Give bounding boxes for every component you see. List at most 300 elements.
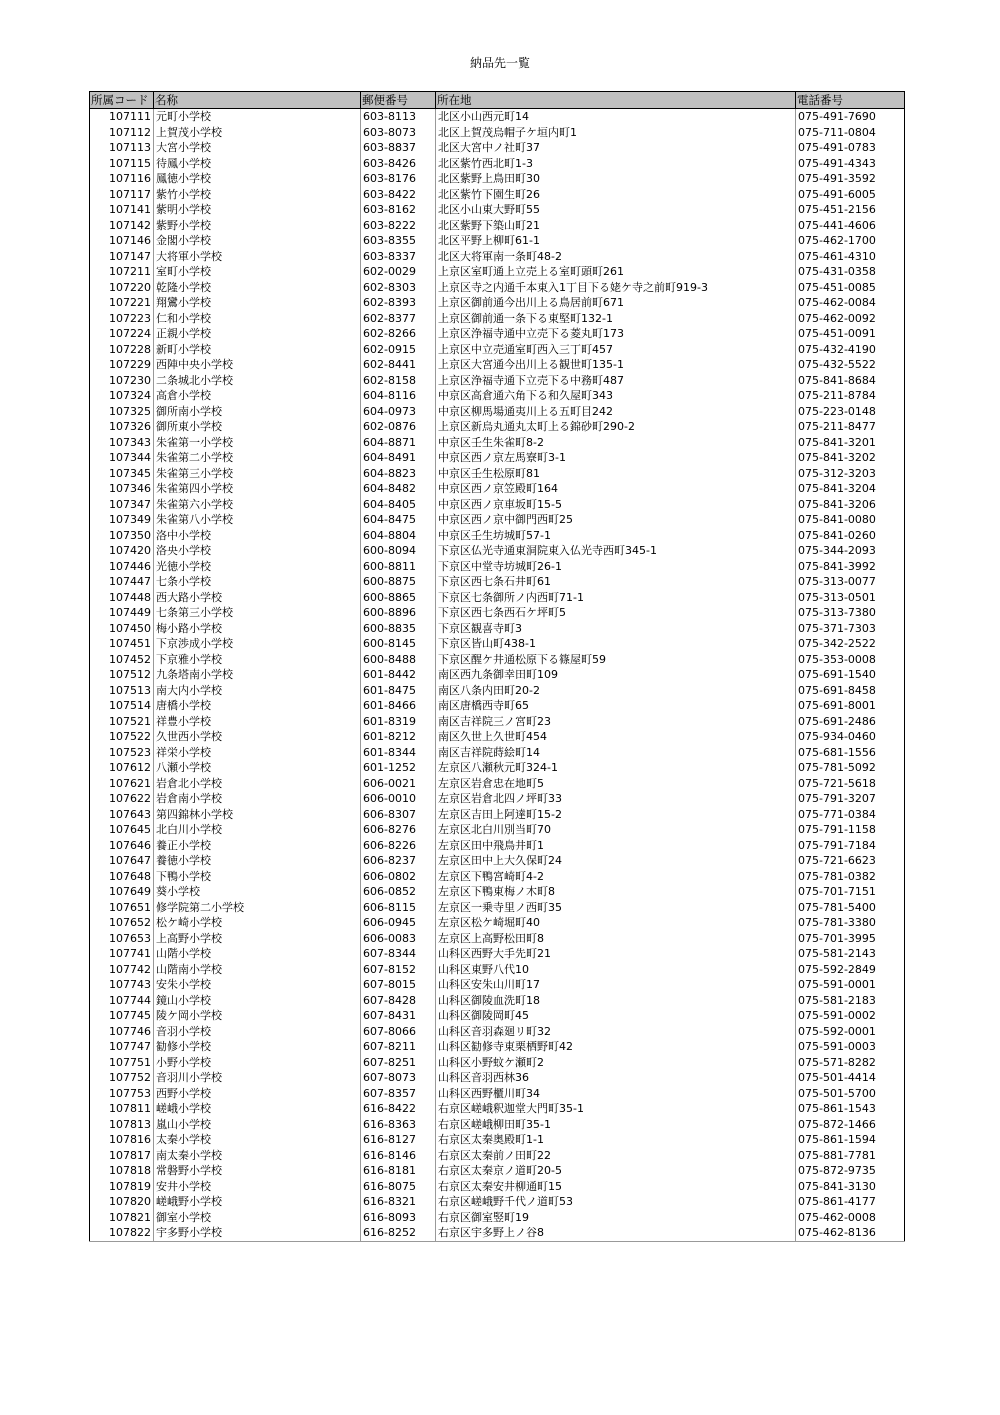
cell-phone: 075-592-2849: [796, 962, 905, 978]
table-row: [90, 636, 905, 652]
cell-phone: 075-771-0384: [796, 807, 905, 823]
table-row: [90, 621, 905, 637]
cell-phone: 075-491-0783: [796, 140, 905, 156]
cell-code: 107648: [90, 869, 154, 885]
cell-address: 左京区上高野松田町8: [436, 931, 796, 947]
cell-address: 南区八条内田町20-2: [436, 683, 796, 699]
cell-postal: 604-8475: [361, 512, 436, 528]
cell-phone: 075-491-3592: [796, 171, 905, 187]
table-row: [90, 915, 905, 931]
cell-phone: 075-451-0085: [796, 280, 905, 296]
cell-code: 107514: [90, 698, 154, 714]
cell-name: 養正小学校: [154, 838, 361, 854]
cell-name: 御室小学校: [154, 1210, 361, 1226]
cell-code: 107744: [90, 993, 154, 1009]
cell-address: 南区久世上久世町454: [436, 729, 796, 745]
cell-phone: 075-872-1466: [796, 1117, 905, 1133]
cell-phone: 075-313-0077: [796, 574, 905, 590]
table-row: [90, 357, 905, 373]
cell-code: 107821: [90, 1210, 154, 1226]
delivery-list-table: [89, 91, 905, 1242]
table-row: [90, 280, 905, 296]
cell-phone: 075-791-1158: [796, 822, 905, 838]
cell-phone: 075-841-8684: [796, 373, 905, 389]
cell-address: 上京区浄福寺通中立売下る菱丸町173: [436, 326, 796, 342]
cell-phone: 075-841-3201: [796, 435, 905, 451]
cell-code: 107653: [90, 931, 154, 947]
cell-name: 朱雀第六小学校: [154, 497, 361, 513]
cell-phone: 075-431-0358: [796, 264, 905, 280]
cell-code: 107521: [90, 714, 154, 730]
cell-postal: 601-8442: [361, 667, 436, 683]
cell-code: 107447: [90, 574, 154, 590]
cell-postal: 607-8073: [361, 1070, 436, 1086]
cell-name: 岩倉北小学校: [154, 776, 361, 792]
cell-phone: 075-591-0002: [796, 1008, 905, 1024]
cell-address: 中京区高倉通六角下る和久屋町343: [436, 388, 796, 404]
cell-name: 乾隆小学校: [154, 280, 361, 296]
table-row: [90, 1024, 905, 1040]
cell-phone: 075-781-5400: [796, 900, 905, 916]
cell-postal: 604-8823: [361, 466, 436, 482]
cell-phone: 075-791-3207: [796, 791, 905, 807]
cell-address: 右京区太秦奥殿町1-1: [436, 1132, 796, 1148]
cell-postal: 604-8871: [361, 435, 436, 451]
cell-postal: 600-8875: [361, 574, 436, 590]
cell-postal: 601-8344: [361, 745, 436, 761]
cell-code: 107450: [90, 621, 154, 637]
cell-phone: 075-591-0001: [796, 977, 905, 993]
table-row: [90, 869, 905, 885]
page-title: 納品先一覧: [469, 56, 530, 70]
cell-address: 山科区御陵岡町45: [436, 1008, 796, 1024]
cell-name: 御所東小学校: [154, 419, 361, 435]
table-row: [90, 605, 905, 621]
cell-address: 左京区田中飛鳥井町1: [436, 838, 796, 854]
table-row: [90, 1008, 905, 1024]
table-row: [90, 760, 905, 776]
cell-code: 107325: [90, 404, 154, 420]
cell-phone: 075-691-8001: [796, 698, 905, 714]
cell-phone: 075-432-5522: [796, 357, 905, 373]
cell-postal: 603-8162: [361, 202, 436, 218]
cell-code: 107746: [90, 1024, 154, 1040]
cell-postal: 607-8211: [361, 1039, 436, 1055]
cell-name: 南太秦小学校: [154, 1148, 361, 1164]
cell-address: 左京区松ケ崎堀町40: [436, 915, 796, 931]
cell-phone: 075-681-1556: [796, 745, 905, 761]
cell-postal: 600-8835: [361, 621, 436, 637]
cell-name: 安井小学校: [154, 1179, 361, 1195]
cell-code: 107230: [90, 373, 154, 389]
cell-phone: 075-934-0460: [796, 729, 905, 745]
cell-code: 107349: [90, 512, 154, 528]
cell-postal: 606-0945: [361, 915, 436, 931]
cell-postal: 603-8355: [361, 233, 436, 249]
cell-postal: 616-8146: [361, 1148, 436, 1164]
cell-postal: 604-0973: [361, 404, 436, 420]
cell-phone: 075-451-0091: [796, 326, 905, 342]
cell-address: 北区紫野上鳥田町30: [436, 171, 796, 187]
cell-name: 紫明小学校: [154, 202, 361, 218]
cell-phone: 075-462-0092: [796, 311, 905, 327]
cell-address: 下京区皆山町438-1: [436, 636, 796, 652]
cell-address: 北区小山西元町14: [436, 109, 796, 125]
cell-postal: 606-0852: [361, 884, 436, 900]
cell-address: 北区紫竹西北町1-3: [436, 156, 796, 172]
cell-code: 107742: [90, 962, 154, 978]
table-row: [90, 1132, 905, 1148]
table-row: [90, 404, 905, 420]
table-row: [90, 1070, 905, 1086]
cell-code: 107326: [90, 419, 154, 435]
cell-name: 修学院第二小学校: [154, 900, 361, 916]
cell-address: 上京区室町通上立売上る室町頭町261: [436, 264, 796, 280]
cell-address: 下京区西七条西石ケ坪町5: [436, 605, 796, 621]
cell-code: 107747: [90, 1039, 154, 1055]
cell-phone: 075-501-5700: [796, 1086, 905, 1102]
cell-name: 南大内小学校: [154, 683, 361, 699]
cell-phone: 075-691-8458: [796, 683, 905, 699]
cell-name: 七条第三小学校: [154, 605, 361, 621]
table-row: [90, 652, 905, 668]
cell-address: 下京区七条御所ノ内西町71-1: [436, 590, 796, 606]
cell-name: 梅小路小学校: [154, 621, 361, 637]
cell-postal: 616-8093: [361, 1210, 436, 1226]
cell-code: 107753: [90, 1086, 154, 1102]
cell-postal: 616-8181: [361, 1163, 436, 1179]
cell-phone: 075-501-4414: [796, 1070, 905, 1086]
cell-name: 光徳小学校: [154, 559, 361, 575]
cell-phone: 075-432-4190: [796, 342, 905, 358]
cell-name: 小野小学校: [154, 1055, 361, 1071]
cell-code: 107141: [90, 202, 154, 218]
table-row: [90, 388, 905, 404]
table-row: [90, 838, 905, 854]
cell-postal: 603-8176: [361, 171, 436, 187]
cell-phone: 075-841-3130: [796, 1179, 905, 1195]
cell-address: 山科区音羽森廻リ町32: [436, 1024, 796, 1040]
cell-phone: 075-571-8282: [796, 1055, 905, 1071]
cell-postal: 607-8344: [361, 946, 436, 962]
cell-phone: 075-721-6623: [796, 853, 905, 869]
cell-name: 嵯峨野小学校: [154, 1194, 361, 1210]
cell-code: 107344: [90, 450, 154, 466]
header-phone: 電話番号: [796, 92, 905, 109]
cell-code: 107449: [90, 605, 154, 621]
cell-postal: 606-8237: [361, 853, 436, 869]
cell-phone: 075-344-2093: [796, 543, 905, 559]
table-row: [90, 187, 905, 203]
cell-postal: 600-8811: [361, 559, 436, 575]
cell-phone: 075-841-3992: [796, 559, 905, 575]
cell-postal: 603-8073: [361, 125, 436, 141]
cell-name: 仁和小学校: [154, 311, 361, 327]
table-row: [90, 807, 905, 823]
cell-address: 北区大将軍南一条町48-2: [436, 249, 796, 265]
cell-address: 中京区西ノ京左馬寮町3-1: [436, 450, 796, 466]
cell-phone: 075-591-0003: [796, 1039, 905, 1055]
cell-phone: 075-441-4606: [796, 218, 905, 234]
table-row: [90, 497, 905, 513]
cell-address: 上京区大宮通今出川上る観世町135-1: [436, 357, 796, 373]
cell-code: 107622: [90, 791, 154, 807]
cell-postal: 604-8482: [361, 481, 436, 497]
cell-postal: 606-8276: [361, 822, 436, 838]
cell-phone: 075-841-3202: [796, 450, 905, 466]
cell-address: 左京区田中上大久保町24: [436, 853, 796, 869]
cell-phone: 075-313-0501: [796, 590, 905, 606]
cell-name: 七条小学校: [154, 574, 361, 590]
cell-address: 左京区一乗寺里ノ西町35: [436, 900, 796, 916]
cell-code: 107645: [90, 822, 154, 838]
cell-postal: 616-8252: [361, 1225, 436, 1241]
cell-postal: 606-8226: [361, 838, 436, 854]
cell-code: 107646: [90, 838, 154, 854]
cell-name: 下京雅小学校: [154, 652, 361, 668]
cell-phone: 075-861-1543: [796, 1101, 905, 1117]
cell-address: 上京区御前通今出川上る鳥居前町671: [436, 295, 796, 311]
cell-postal: 602-0876: [361, 419, 436, 435]
cell-address: 上京区中立売通室町西入三丁町457: [436, 342, 796, 358]
cell-name: 紫野小学校: [154, 218, 361, 234]
table-row: [90, 1101, 905, 1117]
cell-phone: 075-342-2522: [796, 636, 905, 652]
table-row: [90, 1039, 905, 1055]
table-row: [90, 993, 905, 1009]
cell-name: 西大路小学校: [154, 590, 361, 606]
cell-address: 左京区下鴨東梅ノ木町8: [436, 884, 796, 900]
cell-name: 高倉小学校: [154, 388, 361, 404]
table-row: [90, 977, 905, 993]
cell-phone: 075-461-4310: [796, 249, 905, 265]
cell-code: 107113: [90, 140, 154, 156]
cell-postal: 603-8426: [361, 156, 436, 172]
cell-address: 下京区醒ケ井通松原下る篠屋町59: [436, 652, 796, 668]
cell-code: 107752: [90, 1070, 154, 1086]
cell-phone: 075-711-0804: [796, 125, 905, 141]
cell-phone: 075-701-3995: [796, 931, 905, 947]
cell-name: 九条塔南小学校: [154, 667, 361, 683]
cell-code: 107813: [90, 1117, 154, 1133]
cell-address: 山科区西野櫃川町34: [436, 1086, 796, 1102]
cell-name: 待鳳小学校: [154, 156, 361, 172]
cell-code: 107146: [90, 233, 154, 249]
cell-name: 金閣小学校: [154, 233, 361, 249]
cell-address: 中京区壬生松原町81: [436, 466, 796, 482]
cell-postal: 616-8075: [361, 1179, 436, 1195]
cell-name: 祥豊小学校: [154, 714, 361, 730]
cell-code: 107446: [90, 559, 154, 575]
table-row: [90, 326, 905, 342]
cell-address: 右京区太秦京ノ道町20-5: [436, 1163, 796, 1179]
table-row: [90, 264, 905, 280]
cell-code: 107647: [90, 853, 154, 869]
cell-name: 久世西小学校: [154, 729, 361, 745]
cell-address: 中京区西ノ京車坂町15-5: [436, 497, 796, 513]
cell-postal: 606-0010: [361, 791, 436, 807]
cell-phone: 075-581-2143: [796, 946, 905, 962]
table-row: [90, 822, 905, 838]
table-row: [90, 1117, 905, 1133]
cell-postal: 607-8251: [361, 1055, 436, 1071]
cell-name: 北白川小学校: [154, 822, 361, 838]
cell-code: 107211: [90, 264, 154, 280]
table-row: [90, 853, 905, 869]
cell-phone: 075-462-0008: [796, 1210, 905, 1226]
cell-phone: 075-781-0382: [796, 869, 905, 885]
cell-postal: 600-8488: [361, 652, 436, 668]
cell-address: 中京区壬生朱雀町8-2: [436, 435, 796, 451]
table-row: [90, 140, 905, 156]
table-row: [90, 776, 905, 792]
cell-address: 山科区音羽西林36: [436, 1070, 796, 1086]
cell-code: 107822: [90, 1225, 154, 1241]
cell-name: 室町小学校: [154, 264, 361, 280]
cell-postal: 604-8405: [361, 497, 436, 513]
cell-address: 下京区中堂寺坊城町26-1: [436, 559, 796, 575]
cell-name: 岩倉南小学校: [154, 791, 361, 807]
cell-code: 107741: [90, 946, 154, 962]
table-row: [90, 202, 905, 218]
cell-address: 下京区観喜寺町3: [436, 621, 796, 637]
table-row: [90, 295, 905, 311]
table-row: [90, 1194, 905, 1210]
cell-postal: 606-8115: [361, 900, 436, 916]
cell-code: 107221: [90, 295, 154, 311]
table-row: [90, 342, 905, 358]
cell-code: 107649: [90, 884, 154, 900]
table-row: [90, 528, 905, 544]
cell-name: 西野小学校: [154, 1086, 361, 1102]
cell-address: 右京区嵯峨柳田町35-1: [436, 1117, 796, 1133]
cell-postal: 601-8212: [361, 729, 436, 745]
cell-phone: 075-312-3203: [796, 466, 905, 482]
cell-name: 上高野小学校: [154, 931, 361, 947]
table-row: [90, 1225, 905, 1241]
cell-name: 祥栄小学校: [154, 745, 361, 761]
cell-name: 松ケ崎小学校: [154, 915, 361, 931]
table-row: [90, 698, 905, 714]
cell-address: 上京区新烏丸通丸太町上る錦砂町290-2: [436, 419, 796, 435]
cell-name: 朱雀第一小学校: [154, 435, 361, 451]
cell-code: 107816: [90, 1132, 154, 1148]
cell-phone: 075-353-0008: [796, 652, 905, 668]
cell-code: 107652: [90, 915, 154, 931]
cell-phone: 075-781-5092: [796, 760, 905, 776]
cell-code: 107448: [90, 590, 154, 606]
cell-name: 御所南小学校: [154, 404, 361, 420]
table-row: [90, 218, 905, 234]
cell-postal: 603-8337: [361, 249, 436, 265]
cell-name: 二条城北小学校: [154, 373, 361, 389]
table-row: [90, 559, 905, 575]
cell-postal: 600-8865: [361, 590, 436, 606]
cell-phone: 075-881-7781: [796, 1148, 905, 1164]
cell-code: 107745: [90, 1008, 154, 1024]
cell-name: 勧修小学校: [154, 1039, 361, 1055]
cell-phone: 075-781-3380: [796, 915, 905, 931]
cell-code: 107117: [90, 187, 154, 203]
cell-code: 107819: [90, 1179, 154, 1195]
cell-postal: 603-8113: [361, 109, 436, 125]
table-row: [90, 543, 905, 559]
cell-address: 中京区壬生坊城町57-1: [436, 528, 796, 544]
cell-address: 山科区小野蚊ケ瀬町2: [436, 1055, 796, 1071]
table-row: [90, 1086, 905, 1102]
table-row: [90, 667, 905, 683]
cell-postal: 606-0802: [361, 869, 436, 885]
cell-code: 107224: [90, 326, 154, 342]
cell-code: 107112: [90, 125, 154, 141]
cell-name: 洛央小学校: [154, 543, 361, 559]
cell-postal: 602-8441: [361, 357, 436, 373]
cell-code: 107612: [90, 760, 154, 776]
cell-postal: 601-8466: [361, 698, 436, 714]
cell-name: 正親小学校: [154, 326, 361, 342]
cell-name: 大宮小学校: [154, 140, 361, 156]
cell-address: 北区平野上柳町61-1: [436, 233, 796, 249]
cell-name: 鳳徳小学校: [154, 171, 361, 187]
cell-code: 107111: [90, 109, 154, 125]
cell-address: 右京区嵯峨野千代ノ道町53: [436, 1194, 796, 1210]
cell-phone: 075-211-8477: [796, 419, 905, 435]
cell-postal: 604-8116: [361, 388, 436, 404]
cell-postal: 602-0915: [361, 342, 436, 358]
cell-phone: 075-861-1594: [796, 1132, 905, 1148]
cell-code: 107621: [90, 776, 154, 792]
cell-name: 朱雀第四小学校: [154, 481, 361, 497]
cell-name: 朱雀第八小学校: [154, 512, 361, 528]
cell-code: 107343: [90, 435, 154, 451]
cell-name: 宇多野小学校: [154, 1225, 361, 1241]
cell-name: 葵小学校: [154, 884, 361, 900]
cell-name: 太秦小学校: [154, 1132, 361, 1148]
table-row: [90, 884, 905, 900]
cell-address: 南区吉祥院三ノ宮町23: [436, 714, 796, 730]
cell-code: 107818: [90, 1163, 154, 1179]
cell-address: 右京区嵯峨釈迦堂大門町35-1: [436, 1101, 796, 1117]
cell-name: 常磐野小学校: [154, 1163, 361, 1179]
cell-postal: 602-8393: [361, 295, 436, 311]
cell-phone: 075-841-3204: [796, 481, 905, 497]
cell-name: 紫竹小学校: [154, 187, 361, 203]
table-row: [90, 233, 905, 249]
table-row: [90, 419, 905, 435]
cell-code: 107116: [90, 171, 154, 187]
cell-code: 107513: [90, 683, 154, 699]
cell-code: 107350: [90, 528, 154, 544]
table-row: [90, 481, 905, 497]
table-row: [90, 512, 905, 528]
cell-phone: 075-462-1700: [796, 233, 905, 249]
cell-name: 下京渉成小学校: [154, 636, 361, 652]
table-row: [90, 1055, 905, 1071]
cell-address: 北区大宮中ノ社町37: [436, 140, 796, 156]
table-row: [90, 962, 905, 978]
cell-code: 107811: [90, 1101, 154, 1117]
cell-code: 107817: [90, 1148, 154, 1164]
cell-code: 107347: [90, 497, 154, 513]
cell-postal: 607-8152: [361, 962, 436, 978]
cell-postal: 607-8015: [361, 977, 436, 993]
cell-code: 107142: [90, 218, 154, 234]
cell-postal: 603-8837: [361, 140, 436, 156]
table-row: [90, 125, 905, 141]
cell-phone: 075-491-7690: [796, 109, 905, 125]
cell-address: 南区唐橋西寺町65: [436, 698, 796, 714]
cell-phone: 075-462-0084: [796, 295, 905, 311]
